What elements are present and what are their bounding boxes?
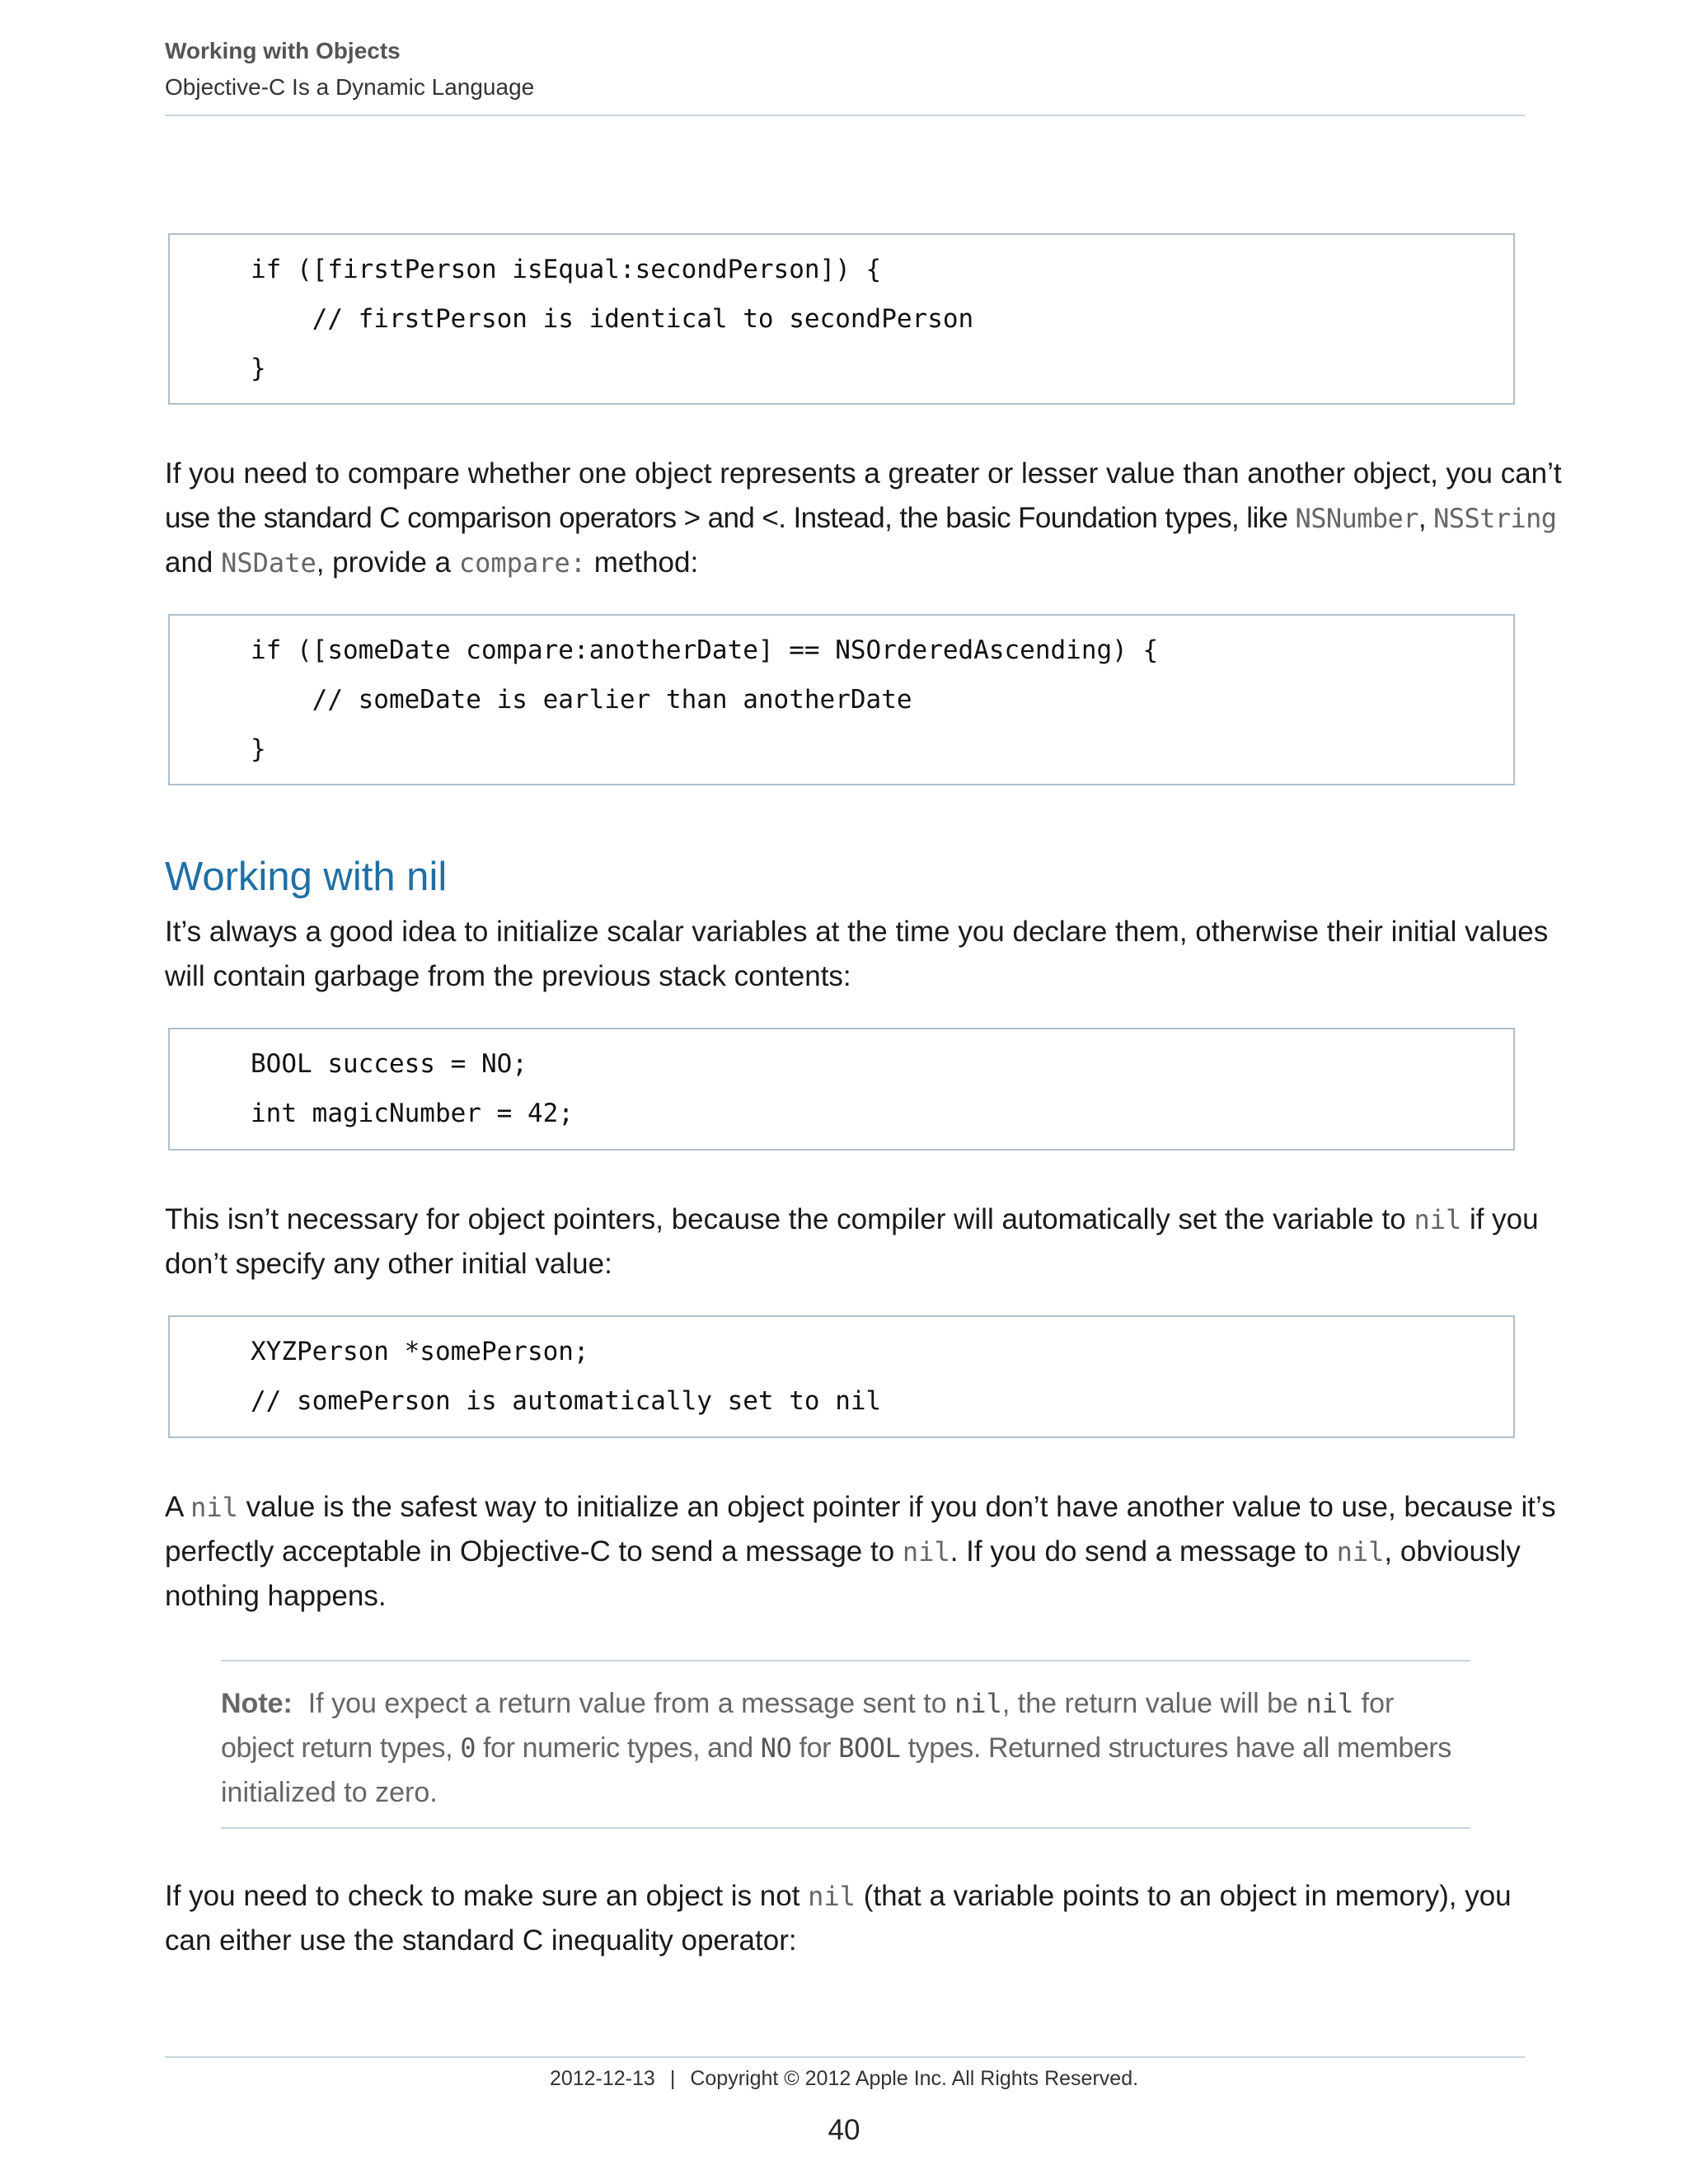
inline-code-nil: nil (954, 1688, 1002, 1719)
code-line: if ([someDate compare:anotherDate] == NSOrderedAscending) { (251, 635, 1159, 665)
code-line: XYZPerson *somePerson; (251, 1337, 589, 1366)
text-run: If you need to compare whether one object represents a greater or lesser value than another object, you can’t (165, 457, 1562, 490)
text-line (165, 1874, 1533, 1919)
running-header-chapter: Working with Objects (165, 38, 401, 63)
text-line (221, 1726, 1490, 1770)
code-line: BOOL success = NO; (251, 1049, 528, 1079)
paragraph-object-pointers (165, 1197, 1539, 1286)
code-line: // someDate is earlier than anotherDate (251, 685, 912, 715)
text-run: for numeric types, and (476, 1732, 761, 1764)
inline-code-nil: nil (902, 1536, 950, 1568)
paragraph-scalar-init (165, 910, 1549, 999)
text-run: , the return value will be (1001, 1688, 1306, 1719)
text-line: nothing happens. (165, 1580, 387, 1612)
footer-date: 2012-12-13 (549, 2067, 655, 2090)
text-line: can either use the standard C inequality operator: (165, 1924, 797, 1957)
code-block-scalars (168, 1028, 1515, 1151)
text-run: and (165, 546, 222, 579)
text-run: If you need to check to make sure an object is not (165, 1880, 809, 1912)
text-run: use the standard C comparison operators > and <. Instead, the basic Foundation types, like (165, 502, 1296, 534)
code-line: } (251, 354, 266, 383)
inline-code-nsstring: NSString (1433, 503, 1557, 534)
text-run: . If you do send a message to (950, 1535, 1337, 1568)
text-line (165, 452, 1562, 496)
note-label: Note: (221, 1688, 293, 1719)
paragraph-nil-safe (165, 1485, 1556, 1619)
page-number: 40 (828, 2114, 860, 2146)
text-line (165, 496, 1557, 541)
code-line: int magicNumber = 42; (251, 1099, 574, 1128)
paragraph-compare (165, 452, 1562, 585)
footer-divider (165, 2056, 1525, 2058)
inline-code-nil: nil (1336, 1536, 1385, 1568)
code-line: if ([firstPerson isEqual:secondPerson]) { (251, 255, 882, 284)
text-line: initialized to zero. (221, 1777, 438, 1808)
text-run: This isn’t necessary for object pointers, because the compiler will automatically set the variable to (165, 1203, 1414, 1235)
text-run: object return types, (221, 1732, 461, 1764)
text-run: , obviously (1384, 1535, 1521, 1568)
text-line (221, 1681, 1490, 1726)
footer-separator: | (669, 2067, 676, 2090)
footer-copyright-line (0, 2067, 1688, 2091)
text-line (165, 1485, 1556, 1530)
footer-copyright: Copyright © 2012 Apple Inc. All Rights Reserved. (690, 2067, 1139, 2090)
inline-code-nil: nil (808, 1881, 856, 1912)
text-line (165, 1197, 1539, 1242)
text-run: method: (586, 546, 699, 579)
inline-code-nsdate: NSDate (221, 547, 316, 579)
text-line (165, 1530, 1533, 1574)
code-block-isequal (168, 233, 1515, 405)
code-block-someperson (168, 1315, 1515, 1438)
inline-code-zero: 0 (460, 1732, 476, 1764)
inline-code-bool: BOOL (838, 1732, 901, 1764)
text-run: , (1418, 502, 1434, 534)
inline-code-nil: nil (1414, 1204, 1462, 1235)
text-run: if you (1461, 1203, 1539, 1235)
text-line: don’t specify any other initial value: (165, 1248, 612, 1280)
text-line: It’s always a good idea to initialize scalar variables at the time you declare them, otherwise their initial values (165, 916, 1549, 948)
code-line: } (251, 734, 266, 764)
text-run: If you expect a return value from a message sent to (292, 1688, 955, 1719)
note-top-rule (221, 1660, 1470, 1661)
text-run: (that a variable points to an object in memory), you (855, 1880, 1512, 1912)
text-run: for (1353, 1688, 1395, 1719)
paragraph-check-nil (165, 1874, 1533, 1963)
text-line: will contain garbage from the previous stack contents: (165, 960, 851, 992)
text-line (165, 541, 1533, 585)
section-heading: Working with nil (165, 855, 448, 899)
running-header-section: Objective-C Is a Dynamic Language (165, 74, 535, 100)
inline-code-nil: nil (1306, 1688, 1354, 1719)
header-divider (165, 115, 1525, 116)
inline-code-nil: nil (190, 1492, 238, 1523)
inline-code-compare: compare: (458, 547, 586, 579)
text-run: , provide a (316, 546, 459, 579)
text-run: value is the safest way to initialize an object pointer if you don’t have another value to use, because it’s (237, 1491, 1556, 1523)
text-run: A (165, 1491, 191, 1523)
text-run: perfectly acceptable in Objective-C to send a message to (165, 1535, 903, 1568)
note-bottom-rule (221, 1827, 1470, 1829)
code-line: // somePerson is automatically set to nil (251, 1386, 882, 1416)
inline-code-nsnumber: NSNumber (1295, 503, 1418, 534)
text-run: types. Returned structures have all members (900, 1732, 1451, 1764)
code-block-compare (168, 614, 1515, 785)
text-run: for (791, 1732, 839, 1764)
inline-code-no: NO (760, 1732, 792, 1764)
code-line: // firstPerson is identical to secondPerson (251, 304, 974, 334)
note-box (221, 1681, 1490, 1815)
